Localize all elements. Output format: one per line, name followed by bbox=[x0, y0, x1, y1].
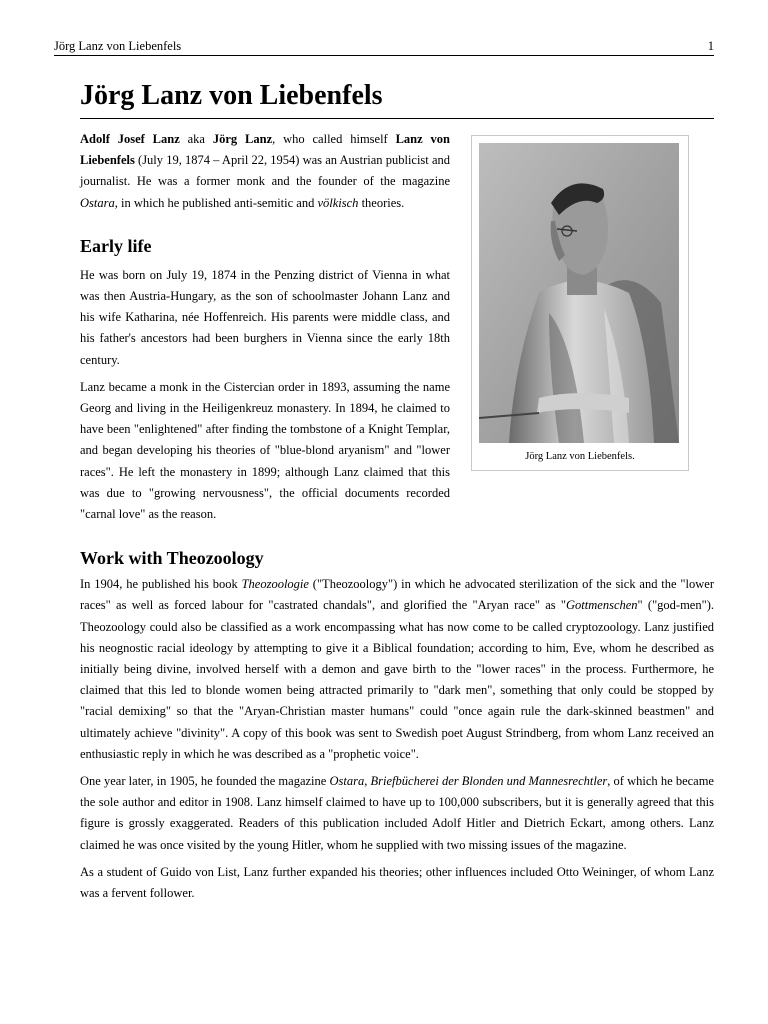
running-header-title: Jörg Lanz von Liebenfels bbox=[54, 39, 182, 53]
bold-name-short: Jörg Lanz bbox=[212, 132, 273, 146]
section-heading-early-life: Early life bbox=[80, 235, 152, 256]
theozoologie-italic: Theozoologie bbox=[241, 577, 309, 592]
theozoology-paragraph-3: As a student of Guido von List, Lanz further expanded his theories; other influences included Otto Weininger, of whom Lanz was a fervent follower. bbox=[80, 864, 714, 901]
ostara-magazine-italic: Ostara, Briefbücherei der Blonden und Mannesrechtler bbox=[329, 774, 608, 789]
page-number: 1 bbox=[707, 39, 714, 53]
gottmenschen-italic: Gottmenschen bbox=[566, 598, 638, 613]
early-life-paragraph-2: Lanz became a monk in the Cistercian order in 1893, assuming the name Georg and living in the Heiligenkreuz monastery. In 1894, he claimed to have been "enlightened" after finding the tombstone of a Knight Templar, and began developing his theories of "blue-blond aryanism" and "lower races". He left the monastery in 1899; although Lanz claimed that this was due to "growing nervousness", the official documents recorded "carnal love" as the reason. bbox=[80, 379, 450, 522]
portrait-figure bbox=[471, 135, 689, 471]
volkisch-italic: völkisch bbox=[317, 195, 359, 210]
section-heading-theozoology: Work with Theozoology bbox=[80, 548, 264, 569]
portrait-photo bbox=[479, 143, 679, 443]
theozoology-paragraph-2: One year later, in 1905, he founded the magazine Ostara, Briefbücherei der Blonden und Mannesrechtler, of which he became the sole author and editor in 1908. Lanz himself claimed to have up to 100,000 subscribers, but it is generally agreed that this figure is grossly exaggerated. Readers of this publication included Adolf Hitler and Dietrich Eckart, among others. Lanz claimed he was once visited by the young Hitler, whom he supplied with two missing issues of the magazine. bbox=[80, 774, 714, 852]
theozoology-paragraph-1: In 1904, he published his book Theozoologie ("Theozoology") in which he advocated sterilization of the sick and the "lower races" as well as forced labour for "castrated chandals", and glorified the "Aryan race" as "Gottmenschen" ("god-men"). Theozoology could also be classified as a work encompassing what has now come to be called cryptozoology. Lanz justified his neognostic racial ideology by attempting to give it a Biblical foundation; according to him, Eve, whom he described as initially being divine, involved herself with a demon and gave birth to the "lower races" in the process. Furthermore, he claimed that this led to blonde women being attracted primarily to "dark men", something that only could be stopped by "racial demixing" so that the "Aryan-Christian master humans" could "once again rule the dark-skinned beastmen" and ultimately achieve "divinity". A copy of this book was sent to Swedish poet August Strindberg, from whom Lanz received an enthusiastic reply in which he was described as a "prophetic voice". bbox=[80, 577, 714, 761]
early-life-paragraph-1: He was born on July 19, 1874 in the Penzing district of Vienna in what was then Austria-Hungary, as the son of schoolmaster Johann Lanz and his wife Katharina, née Hoffenreich. His parents were middle class, and his father's ancestors had been burghers in Vienna since the early 18th century. bbox=[80, 267, 450, 367]
running-header bbox=[54, 38, 714, 56]
bold-name-full: Adolf Josef Lanz bbox=[80, 132, 180, 146]
intro-paragraph: Adolf Josef Lanz aka Jörg Lanz, who called himself Lanz von Liebenfels (July 19, 1874 – April 22, 1954) was an Austrian publicist and journalist. He was a former monk and the founder of the magazine Ostara, in which he published anti-semitic and völkisch theories. bbox=[80, 132, 451, 210]
figure-caption: Jörg Lanz von Liebenfels. bbox=[525, 451, 635, 462]
bold-name-self: Lanz von Liebenfels bbox=[80, 132, 451, 168]
article-title: Jörg Lanz von Liebenfels bbox=[80, 78, 714, 119]
ostara-italic: Ostara bbox=[80, 195, 115, 210]
